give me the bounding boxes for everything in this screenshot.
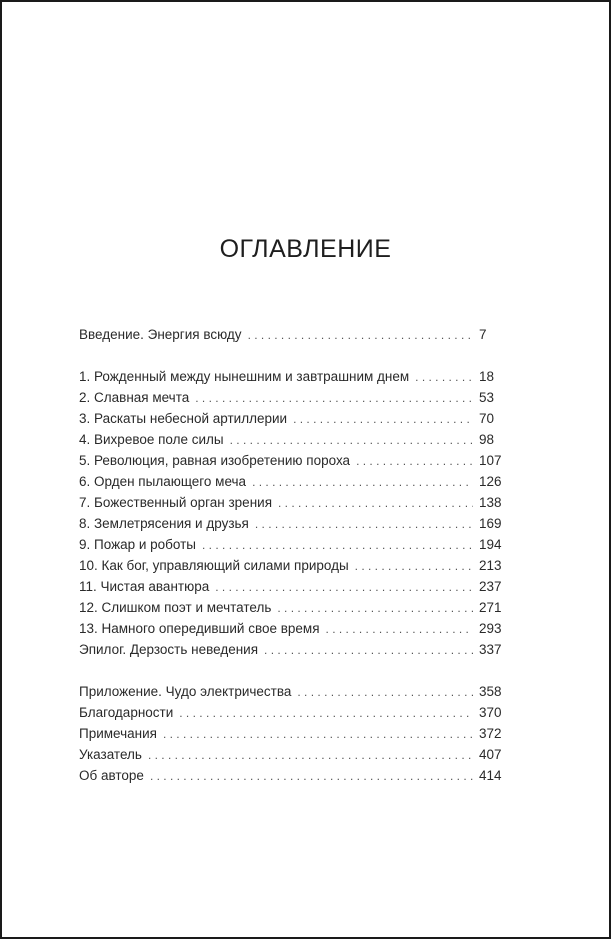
toc-entry[interactable] [79, 555, 509, 576]
toc-entry[interactable] [79, 681, 509, 702]
toc-leader-dots [355, 556, 473, 577]
toc-leader-dots [278, 493, 473, 514]
toc-entry[interactable] [79, 492, 509, 513]
toc-entry[interactable] [79, 702, 509, 723]
toc-entry-page-number: 169 [479, 516, 502, 531]
toc-entry-page-number: 213 [479, 558, 502, 573]
toc-leader-dots [195, 388, 473, 409]
toc-leader-dots [202, 535, 473, 556]
toc-entry[interactable] [79, 429, 509, 450]
toc-entry-page-number: 70 [479, 411, 495, 426]
toc-leader-dots [277, 598, 473, 619]
toc-entry[interactable] [79, 534, 509, 555]
toc-entry-page-number: 414 [479, 768, 502, 783]
toc-entry-label: 6. Орден пылающего меча [79, 474, 247, 489]
toc-entry-page-number: 237 [479, 579, 502, 594]
toc-entry-label: 8. Землетрясения и друзья [79, 516, 249, 531]
toc-entry-label: 12. Слишком поэт и мечтатель [79, 600, 272, 615]
toc-entry-label: Об авторе [79, 768, 144, 783]
toc-group [79, 681, 509, 786]
toc-entry-label: 2. Славная мечта [79, 390, 190, 405]
toc-entry[interactable] [79, 387, 509, 408]
toc-leader-dots [326, 619, 473, 640]
toc-leader-dots [264, 640, 473, 661]
toc-entry-label: 1. Рожденный между нынешним и завтрашним днем [79, 369, 410, 384]
toc-entry-label: 10. Как бог, управляющий силами природы [79, 558, 349, 573]
toc-entry[interactable] [79, 366, 509, 387]
toc-entry-page-number: 372 [479, 726, 502, 741]
table-of-contents [79, 324, 509, 786]
toc-entry-label: Приложение. Чудо электричества [79, 684, 292, 699]
toc-entry-label: 13. Намного опередивший свое время [79, 621, 320, 636]
toc-entry[interactable] [79, 744, 509, 765]
toc-entry-page-number: 337 [479, 642, 502, 657]
toc-leader-dots [356, 451, 473, 472]
toc-leader-dots [150, 766, 473, 787]
toc-entry-page-number: 358 [479, 684, 502, 699]
toc-leader-dots [179, 703, 473, 724]
toc-entry[interactable] [79, 597, 509, 618]
toc-entry-page-number: 53 [479, 390, 495, 405]
toc-group [79, 366, 509, 660]
toc-entry[interactable] [79, 576, 509, 597]
toc-entry-page-number: 98 [479, 432, 495, 447]
toc-entry-label: Введение. Энергия всюду [79, 327, 242, 342]
toc-entry-page-number: 18 [479, 369, 495, 384]
toc-leader-dots [293, 409, 473, 430]
toc-entry-label: Благодарности [79, 705, 174, 720]
toc-entry[interactable] [79, 450, 509, 471]
toc-entry-label: 5. Революция, равная изобретению пороха [79, 453, 351, 468]
toc-entry-label: Эпилог. Дерзость неведения [79, 642, 259, 657]
toc-entry-label: 7. Божественный орган зрения [79, 495, 273, 510]
toc-entry-page-number: 407 [479, 747, 502, 762]
toc-leader-dots [215, 577, 473, 598]
toc-entry[interactable] [79, 618, 509, 639]
toc-leader-dots [415, 367, 473, 388]
toc-entry-page-number: 293 [479, 621, 502, 636]
toc-leader-dots [148, 745, 473, 766]
toc-entry-page-number: 194 [479, 537, 502, 552]
toc-entry[interactable] [79, 471, 509, 492]
toc-entry-page-number: 126 [479, 474, 502, 489]
toc-entry-label: 11. Чистая авантюра [79, 579, 210, 594]
toc-entry[interactable] [79, 408, 509, 429]
toc-entry[interactable] [79, 765, 509, 786]
page-title: ОГЛАВЛЕНИЕ [219, 235, 392, 263]
toc-leader-dots [230, 430, 473, 451]
toc-leader-dots [255, 514, 473, 535]
toc-entry-page-number: 107 [479, 453, 502, 468]
toc-entry[interactable] [79, 324, 509, 345]
toc-entry-label: 3. Раскаты небесной артиллерии [79, 411, 288, 426]
toc-entry-page-number: 138 [479, 495, 502, 510]
toc-entry[interactable] [79, 639, 509, 660]
toc-entry[interactable] [79, 723, 509, 744]
toc-group [79, 324, 509, 345]
toc-entry-label: Указатель [79, 747, 142, 762]
toc-entry-page-number: 370 [479, 705, 502, 720]
toc-entry[interactable] [79, 513, 509, 534]
toc-entry-label: Примечания [79, 726, 157, 741]
toc-leader-dots [252, 472, 473, 493]
toc-entry-label: 4. Вихревое поле силы [79, 432, 224, 447]
toc-leader-dots [163, 724, 473, 745]
toc-entry-page-number: 7 [479, 327, 487, 342]
toc-leader-dots [248, 325, 473, 346]
toc-leader-dots [297, 682, 473, 703]
toc-entry-page-number: 271 [479, 600, 502, 615]
toc-entry-label: 9. Пожар и роботы [79, 537, 197, 552]
